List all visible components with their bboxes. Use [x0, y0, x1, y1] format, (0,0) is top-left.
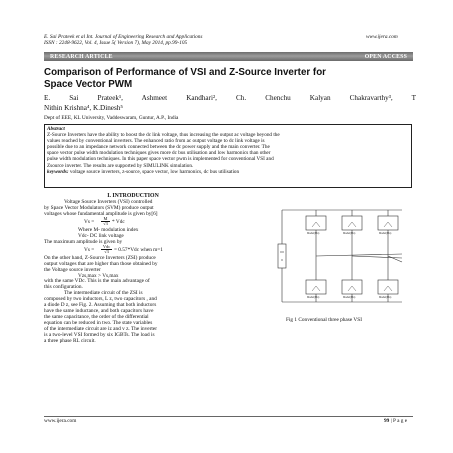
eq2-numerator: Vdc [102, 243, 111, 249]
max-amplitude-text: The maximum amplitude is given by [44, 238, 123, 245]
header-site-link[interactable]: www.ijera.com [366, 34, 398, 40]
journal-header [44, 34, 202, 47]
abstract-line: possible due to an impedance network connected between the dc power supply and the main converter. The [47, 144, 270, 151]
figure-caption: Fig 1 Conventional three phase VSI [286, 317, 362, 323]
keywords-label: keywords: [47, 168, 69, 175]
authors-line-1: E. Sai Prateek¹, Ashmeet Kandhari², Ch. Chenchu Kalyan Chakravarthy³, T [44, 94, 416, 102]
module-label: Model(Mo) [343, 232, 356, 235]
equation-vs-max [44, 243, 222, 256]
intro-text-line: The intermediate circuit of the ZSI is [64, 290, 143, 297]
authors-line-2: Nithin Krishna⁴, K.Dinesh⁵ [44, 104, 123, 113]
intro-text-line: equation can be reduced in two. The state variables [44, 320, 153, 327]
module-label: Model(Mo) [343, 296, 356, 299]
equation-vzs: Vzs,max > Vs,max [78, 272, 119, 279]
intro-text-line: composed by two inductors, L z, two capacitors , and [44, 296, 157, 303]
intro-text-line: On the other hand, Z-Source Inverters (ZSI) produce [44, 254, 156, 261]
header-citation: E. Sai Prateek et al Int. Journal of Engineering Research and Applications [44, 34, 203, 40]
intro-text-line: is a two-level VSI formed by six IGBTs. The load is [44, 332, 155, 339]
intro-text-line: Voltage Source Inverters (VSI) controlled [64, 198, 153, 205]
section-heading-introduction: I. INTRODUCTION [107, 193, 159, 199]
keywords-line [47, 169, 409, 175]
intro-column [44, 194, 222, 345]
eq2-lhs: Vs = [84, 246, 95, 253]
intro-text-line: the same capacitance, the order of the differential [44, 314, 149, 321]
affiliation: Dept of EEE, KL University, Vaddeswaram, Guntur, A.P., India [44, 115, 179, 121]
intro-text-line: with the same VDc. This is the main advantage of [44, 278, 150, 285]
abstract-heading: Abstract [47, 126, 65, 132]
abstract-line: space vector pulse width modulation techniques gives more dc bus utilisation and low harmonics than other [47, 150, 271, 157]
equation-vs [44, 215, 222, 228]
article-banner [44, 52, 413, 61]
footer-divider [44, 416, 413, 417]
eq2-rhs: = 0.57*Vdc when m=1 [114, 246, 163, 253]
intro-text-line: this configuration. [44, 284, 83, 291]
eq2-denominator: √3 [104, 248, 109, 254]
intro-text-line: the Voltage source inverter [44, 266, 101, 273]
module-label: Model(Mo) [307, 296, 320, 299]
page-suffix: | P a g e [389, 418, 408, 424]
intro-text-line: voltages whose fundamental amplitude is given by[6] [44, 210, 158, 217]
intro-text-line: a three phase RL circuit. [44, 338, 96, 345]
module-label: Model(Mo) [379, 296, 392, 299]
eq1-rhs: * Vdc [112, 218, 125, 225]
keywords-text: voltage source inverters, z-source, space vector, low harmonics, dc bus utilisation [68, 168, 240, 175]
header-issn: ISSN : 2248-9622, Vol. 4, Issue 5( Version 7), May 2014, pp.99-105 [44, 40, 188, 47]
intro-text-line: output voltages that are higher than those obtained by [44, 260, 158, 267]
module-label: Model(Mo) [307, 232, 320, 235]
vsi-circuit-figure [252, 196, 408, 316]
paper-title [44, 67, 416, 90]
abstract-line: Z-Source Inverters have the ability to boost the dc link voltage, thus increasing the output ac voltage beyond the [47, 132, 280, 139]
eq1-denominator: √3 [103, 220, 108, 226]
abstract-line: values reached by conventional inverters. The enhanced ratio from ac output voltage to dc link voltage is [47, 138, 265, 145]
footer-page-number [384, 418, 407, 424]
intro-text-line: of the intermediate circuit are iz and v z. The inverter [44, 326, 157, 333]
banner-research-article: RESEARCH ARTICLE [50, 53, 113, 60]
intro-text-line: by Space Vector Modulators (SVM) produce output [44, 204, 154, 211]
page-number: 99 [384, 418, 390, 424]
eq1-lhs: Vs = [84, 218, 95, 225]
footer-site-link[interactable]: www.ijera.com [44, 418, 77, 424]
title-line-2: Space Vector PWM [44, 78, 133, 90]
abstract-line: Zsource inverter. The results are supported by SIMULINK simulation. [47, 162, 194, 169]
banner-open-access: OPEN ACCESS [364, 53, 407, 60]
module-label: Model(Mo) [379, 232, 392, 235]
author-list [44, 93, 416, 114]
intro-text-line: have the same inductance, and both capacitors have [44, 308, 154, 315]
where-dc-link: Vdc- DC link voltage [78, 232, 124, 239]
abstract-box [44, 124, 412, 188]
eq1-numerator: M [101, 217, 110, 222]
where-modulation-index: Where M- modulation index [78, 226, 139, 233]
abstract-line: pulse width modulation techniques. In this paper space vector pwm is implemented for conventional VSI and [47, 156, 274, 163]
title-line-1: Comparison of Performance of VSI and Z-Source Inverter for [44, 67, 326, 78]
intro-text-line: a diode D z, see Fig. 2. Assuming that both inductors [44, 302, 157, 309]
